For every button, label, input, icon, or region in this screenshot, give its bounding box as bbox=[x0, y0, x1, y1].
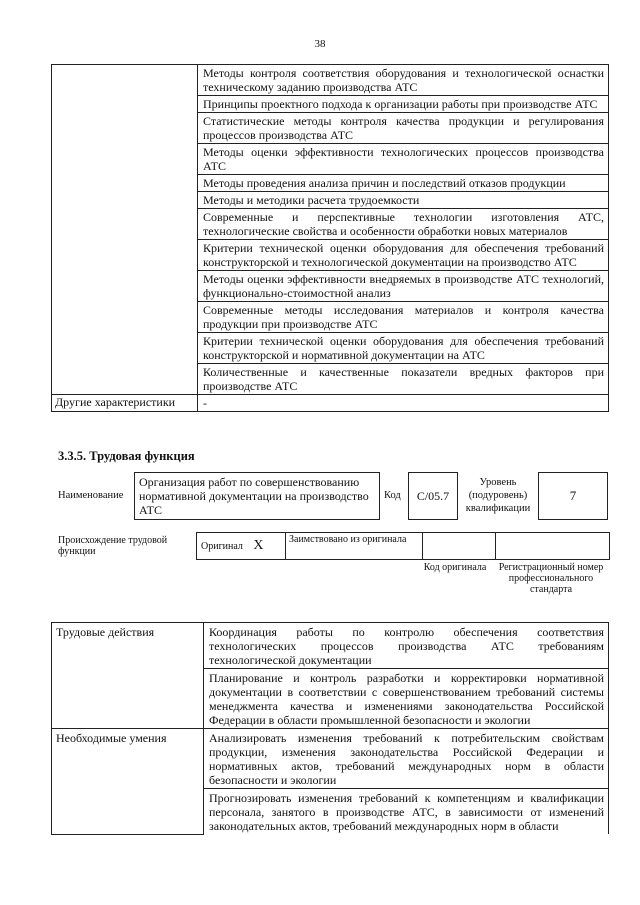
level-value: 7 bbox=[538, 472, 608, 520]
table-cell: Методы оценки эффективности внедряемых в производстве АТС технологий, функционально-стоимостной анализ bbox=[198, 271, 609, 302]
table-cell: Прогнозировать изменения требований к компетенциям и квалификации персонала, занятого в производстве АТС, в зависимости от изменений законодательных актов, требований международных норм в области bbox=[204, 789, 609, 835]
table-cell: Принципы проектного подхода к организации работы при производстве АТС bbox=[198, 96, 609, 113]
table-cell: Методы и методики расчета трудоемкости bbox=[198, 192, 609, 209]
borrowed-label: Заимствовано из оригинала bbox=[286, 533, 423, 560]
table-cell: Современные и перспективные технологии изготовления АТС, технологические свойства и особенности обработки новых материалов bbox=[198, 209, 609, 240]
original-cell bbox=[197, 533, 286, 560]
table-cell: Критерии технической оценки оборудования для обеспечения требований конструкторской и нормативной документации на АТС bbox=[198, 333, 609, 364]
level-label: Уровень (подуровень) квалификации bbox=[465, 477, 531, 514]
table-cell: Координация работы по контролю обеспечения соответствия технологических процессов производства АТС требованиям технологической документации bbox=[204, 623, 609, 669]
function-name: Организация работ по совершенствованию нормативной документации на производство АТС bbox=[134, 472, 380, 520]
table-cell: Критерии технической оценки оборудования для обеспечения требований конструкторской и технологической документации на производство АТС bbox=[198, 240, 609, 271]
section-title: 3.3.5. Трудовая функция bbox=[58, 449, 195, 463]
table-cell: Статистические методы контроля качества продукции и регулирования процессов производства АТС bbox=[198, 113, 609, 144]
table-row bbox=[52, 623, 609, 669]
labor-function-table bbox=[51, 622, 609, 835]
table-cell: Методы контроля соответствия оборудования и технологической оснастки техническому заданию производства АТС bbox=[198, 65, 609, 96]
table-cell: Методы проведения анализа причин и последствий отказов продукции bbox=[198, 175, 609, 192]
table-cell: Количественные и качественные показатели вредных факторов при производстве АТС bbox=[198, 364, 609, 395]
table-row bbox=[52, 65, 609, 96]
knowledge-table bbox=[51, 64, 609, 412]
name-label: Наименование bbox=[58, 490, 124, 501]
code-label: Код bbox=[384, 490, 401, 501]
table-cell: Анализировать изменения требований к потребительским свойствам продукции, изменения законодательства Российской Федерации и нормативных актов, требований международных норм в области безопасности и экологии bbox=[204, 729, 609, 789]
table-row bbox=[52, 729, 609, 789]
other-characteristics-value: - bbox=[198, 395, 609, 412]
reg-number-label: Регистрационный номер профессионального стандарта bbox=[498, 562, 604, 595]
code-original-label: Код оригинала bbox=[423, 562, 487, 573]
original-label: Оригинал bbox=[201, 541, 243, 552]
table-row bbox=[197, 533, 610, 560]
origin-table bbox=[196, 532, 610, 560]
original-mark: X bbox=[253, 538, 264, 553]
empty-label-cell bbox=[52, 65, 198, 395]
code-original-cell bbox=[423, 533, 496, 560]
table-cell: Современные методы исследования материалов и контроля качества продукции при производстве АТС bbox=[198, 302, 609, 333]
table-row bbox=[52, 395, 609, 412]
labor-actions-label: Трудовые действия bbox=[52, 623, 204, 729]
other-characteristics-label: Другие характеристики bbox=[52, 395, 198, 412]
code-value: C/05.7 bbox=[408, 472, 458, 520]
skills-label: Необходимые умения bbox=[52, 729, 204, 835]
origin-label: Происхождение трудовой функции bbox=[58, 535, 168, 557]
reg-number-cell bbox=[496, 533, 610, 560]
table-cell: Методы оценки эффективности технологических процессов производства АТС bbox=[198, 144, 609, 175]
table-cell: Планирование и контроль разработки и корректировки нормативной документации в соответствии с совершенствованием требований системы менеджмента качества и изменениями законодательства Российской Федерации в области промышленной безопасности и экологии bbox=[204, 669, 609, 729]
page-number: 38 bbox=[314, 38, 326, 50]
